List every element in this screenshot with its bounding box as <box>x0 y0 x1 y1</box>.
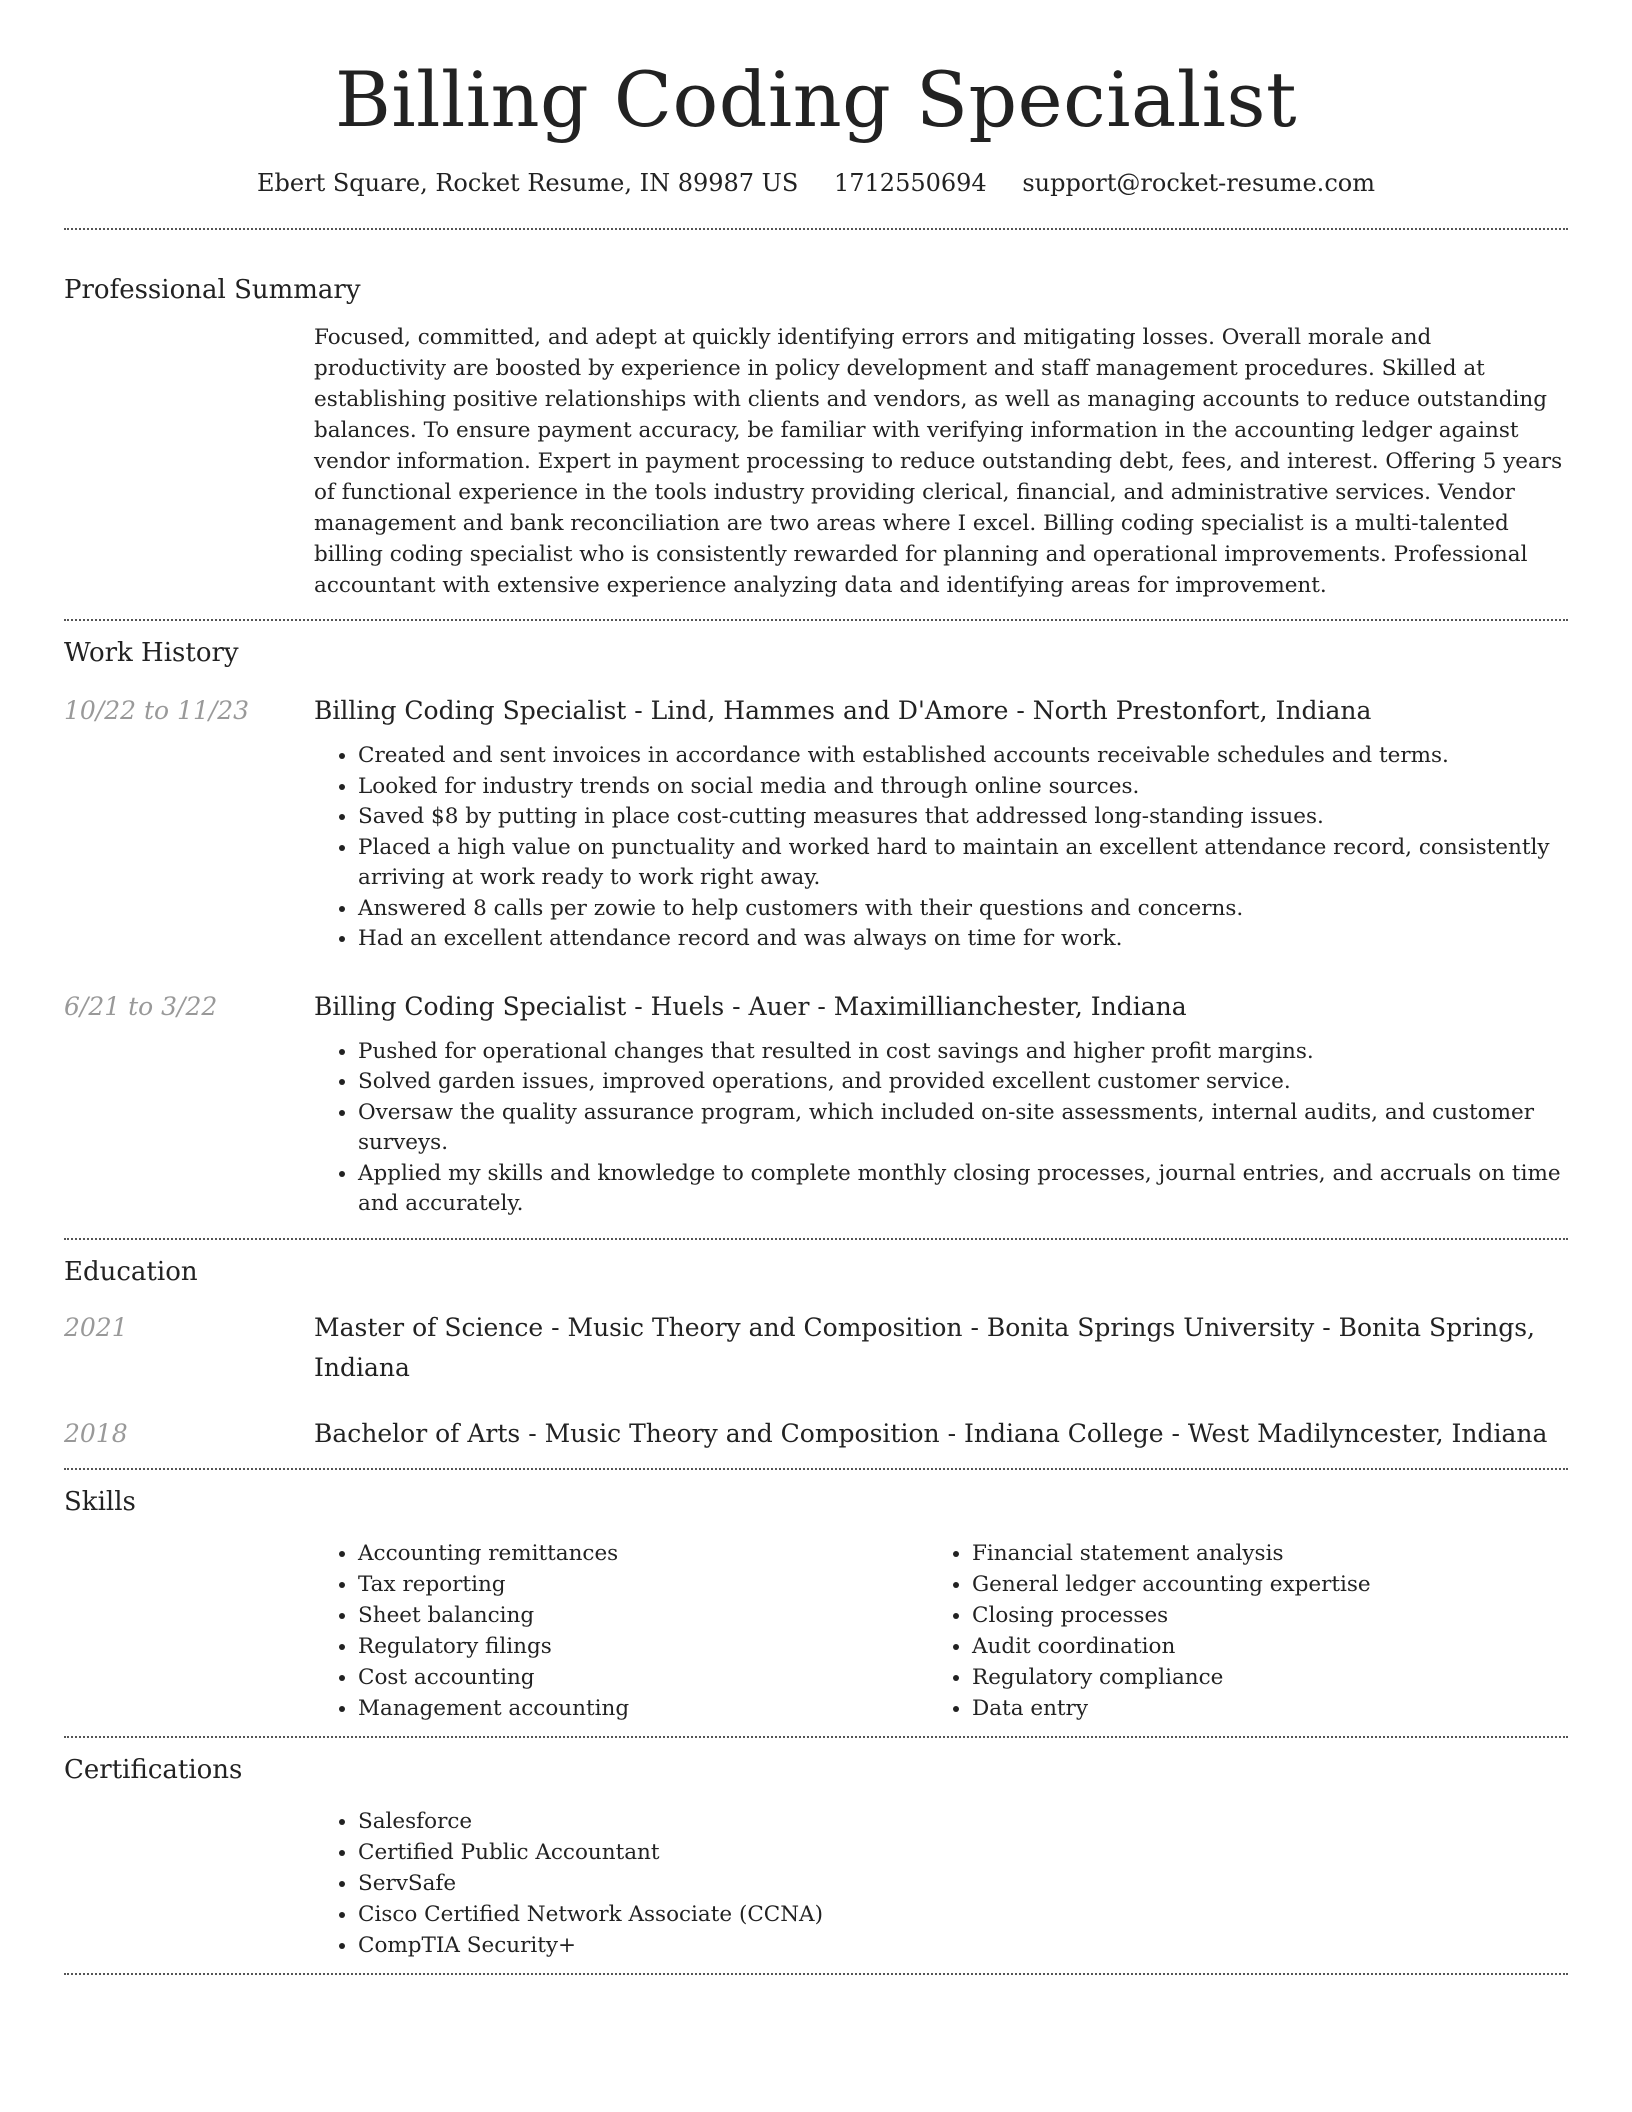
skills-section <box>64 1470 1568 1736</box>
job-bullets <box>314 1037 1568 1220</box>
skills-list-right <box>928 1538 1542 1724</box>
list-item: • Data entry <box>972 1693 1542 1724</box>
list-item: • Certified Public Accountant <box>358 1837 1568 1868</box>
education-heading: Master of Science - Music Theory and Composition - Bonita Springs University - Bonita Springs, Indiana <box>314 1312 1535 1382</box>
page-title: Billing Coding Specialist <box>335 55 1297 144</box>
list-item: • Regulatory compliance <box>972 1662 1542 1693</box>
list-item: • Answered 8 calls per zowie to help customers with their questions and concerns. <box>358 894 1568 925</box>
list-item: • Management accounting <box>358 1693 928 1724</box>
education-year: 2018 <box>64 1418 128 1448</box>
contact-phone: 1712550694 <box>834 169 987 197</box>
list-item: • Financial statement analysis <box>972 1538 1542 1569</box>
list-item: • General ledger accounting expertise <box>972 1569 1542 1600</box>
education-heading: Bachelor of Arts - Music Theory and Composition - Indiana College - West Madilyncester, Indiana <box>314 1418 1548 1448</box>
list-item: • Placed a high value on punctuality and worked hard to maintain an excellent attendance record, consistently arriving at work ready to work right away. <box>358 833 1568 894</box>
list-item: • Closing processes <box>972 1600 1542 1631</box>
summary-section <box>64 230 1568 619</box>
list-item: • Looked for industry trends on social media and through online sources. <box>358 772 1568 803</box>
certifications-list <box>64 1790 1568 1973</box>
list-item: • Salesforce <box>358 1806 1568 1837</box>
skills-title: Skills <box>64 1486 136 1517</box>
section-divider <box>64 1973 1568 1975</box>
education-section <box>64 1240 1568 1468</box>
certifications-title: Certifications <box>64 1754 243 1785</box>
list-item: • Applied my skills and knowledge to complete monthly closing processes, journal entries, and accruals on time and accurately. <box>358 1159 1568 1220</box>
work-history-section <box>64 621 1568 1238</box>
summary-title: Professional Summary <box>64 275 361 305</box>
list-item: • Tax reporting <box>358 1569 928 1600</box>
work-history-title: Work History <box>64 638 239 668</box>
skills-grid <box>64 1522 1568 1736</box>
list-item: • Created and sent invoices in accordance with established accounts receivable schedules and terms. <box>358 741 1568 772</box>
list-item: • Sheet balancing <box>358 1600 928 1631</box>
list-item: • Cisco Certified Network Associate (CCNA) <box>358 1899 1568 1930</box>
job-dates: 10/22 to 11/23 <box>64 696 250 725</box>
job-dates: 6/21 to 3/22 <box>64 991 218 1021</box>
education-entry <box>64 1388 1568 1454</box>
contact-email: support@rocket-resume.com <box>1022 169 1375 197</box>
list-item: • Cost accounting <box>358 1662 928 1693</box>
job-heading: Billing Coding Specialist - Huels - Auer - Maximillianchester, Indiana <box>314 991 1187 1021</box>
job-heading: Billing Coding Specialist - Lind, Hammes and D'Amore - North Prestonfort, Indiana <box>314 696 1372 725</box>
certifications-section <box>64 1738 1568 1973</box>
list-item: • Pushed for operational changes that resulted in cost savings and higher profit margins. <box>358 1037 1568 1068</box>
list-item: • Regulatory filings <box>358 1631 928 1662</box>
list-item: • Audit coordination <box>972 1631 1542 1662</box>
contact-line <box>64 166 1568 200</box>
skills-list-left <box>314 1538 928 1724</box>
job-entry <box>64 673 1568 961</box>
job-bullets <box>314 741 1568 955</box>
education-year: 2021 <box>64 1312 128 1342</box>
list-item: • CompTIA Security+ <box>358 1930 1568 1961</box>
job-entry <box>64 961 1568 1238</box>
list-item: • Accounting remittances <box>358 1538 928 1569</box>
list-item: • Solved garden issues, improved operations, and provided excellent customer service. <box>358 1067 1568 1098</box>
list-item: • Had an excellent attendance record and was always on time for work. <box>358 924 1568 955</box>
education-entry <box>64 1292 1568 1388</box>
contact-address: Ebert Square, Rocket Resume, IN 89987 US <box>257 169 799 197</box>
list-item: • Saved $8 by putting in place cost-cutting measures that addressed long-standing issues. <box>358 802 1568 833</box>
education-title: Education <box>64 1256 198 1287</box>
list-item: • ServSafe <box>358 1868 1568 1899</box>
summary-text: Focused, committed, and adept at quickly identifying errors and mitigating losses. Overall morale and productivity are boosted by experience in policy development and staff management procedures. Skilled at establishing positive relationships with clients and vendors, as well as managing accounts to reduce outstanding balances. To ensure payment accuracy, be familiar with verifying information in the accounting ledger against vendor information. Expert in payment processing to reduce outstanding debt, fees, and interest. Offering 5 years of functional experience in the tools industry providing clerical, financial, and administrative services. Vendor management and bank reconciliation are two areas where I excel. Billing coding specialist is a multi-talented billing coding specialist who is consistently rewarded for planning and operational improvements. Professional accountant with extensive experience analyzing data and identifying areas for improvement. <box>314 325 1563 598</box>
list-item: • Oversaw the quality assurance program, which included on-site assessments, internal audits, and customer surveys. <box>358 1098 1568 1159</box>
